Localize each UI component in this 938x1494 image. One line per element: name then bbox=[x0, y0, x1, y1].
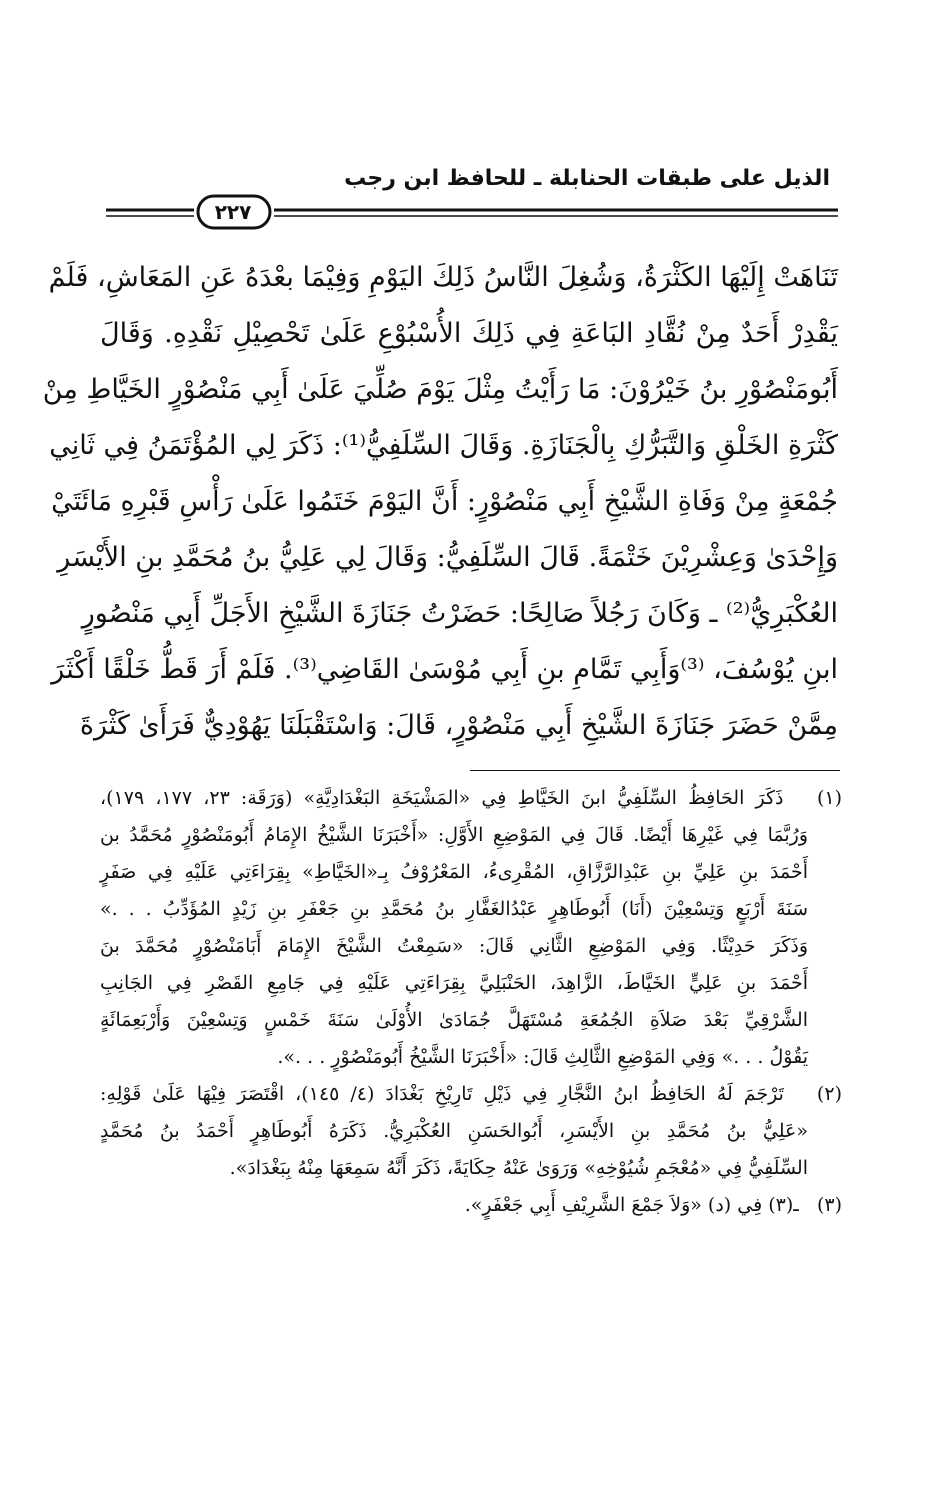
footnote-line bbox=[100, 1076, 842, 1113]
footnotes bbox=[100, 780, 842, 1224]
text-line: كَثْرَةِ الخَلْقِ وَالتَّبَرُّكِ بِالْجَنَازَةِ. وَقَالَ السِّلَفِيُّ⁽¹⁾: ذَكَرَ لِي المُؤْتَمَنُ فِي ثَانِي bbox=[49, 430, 838, 461]
footnote-line: وَذَكَرَ حَدِيْثًا. وَفِي المَوْضِعِ الثَّانِي قَالَ: «سَمِعْتُ الشَّيْخَ الإِمَامَ أَبَامَنْصُوْرٍ مُحَمَّدَ بنَ bbox=[100, 935, 808, 957]
page-number: ٢٢٧ bbox=[214, 200, 252, 224]
text-line: وَإِحْدَىٰ وَعِشْرِيْنَ خَتْمَةً. قَالَ السِّلَفِيُّ: وَقَالَ لِي عَلِيُّ بنُ مُحَمَّدِ بنِ الأَيْسَرِ bbox=[57, 542, 838, 573]
footnote-marker: (٣) bbox=[816, 1194, 842, 1216]
footnote-marker: (١) bbox=[816, 787, 843, 809]
text-line: ابنِ يُوْسُفَ، ⁽³⁾وَأَبِي تَمَّامِ بنِ أَبِي مُوْسَىٰ القَاضِي⁽³⁾. فَلَمْ أَرَ قَطُّ خَلْقًا أَكْثَرَ bbox=[51, 654, 838, 685]
footnote-1 bbox=[100, 780, 842, 1076]
text-line: تَنَاهَتْ إِلَيْهَا الكَثْرَةُ، وَشُغِلَ النَّاسُ ذَلِكَ اليَوْمِ وَفِيْمَا بعْدَهُ عَنِ المَعَاشِ، فَلَمْ bbox=[48, 262, 838, 293]
footnote-line bbox=[100, 780, 842, 817]
footnote-marker: (٢) bbox=[816, 1083, 842, 1105]
footnote-line: أَحْمَدَ بنِ عَلِيٍّ الخَيَّاطَ، الزَّاهِدَ، الحَنْبَلِيَّ بِقِرَاءَتِي عَلَيْهِ فِي جَامِعِ القَصْرِ فِي الجَانِبِ bbox=[100, 972, 808, 994]
footnote-line: «عَلِيُّ بنُ مُحَمَّدِ بنِ الأَيْسَرِ، أَبُوالحَسَنِ العُكْبَرِيُّ. ذَكَرَهُ أَبُوطَاهِرٍ أَحْمَدُ بنُ مُحَمَّدٍ bbox=[100, 1120, 808, 1142]
text-line: مِمَّنْ حَضَرَ جَنَازَةَ الشَّيْخِ أَبِي مَنْصُوْرٍ، قَالَ: وَاسْتَقْبَلَنَا يَهُوْدِيٌّ فَرَأَىٰ كَثْرَةَ bbox=[79, 710, 838, 741]
footnote-3 bbox=[100, 1187, 842, 1224]
footnote-text: تَرْجَمَ لَهُ الحَافِظُ ابنُ النَّجَّارِ فِي ذَيْلِ تَارِيْخِ بَغْدَادَ (٤/ ١٤٥)، اقْتَصَرَ فِيْهَا عَلَىٰ قَوْلِهِ: bbox=[100, 1083, 784, 1105]
footnote-line: السِّلَفِيُّ فِي «مُعْجَمِ شُيُوْخِهِ» وَرَوَىٰ عَنْهُ حِكَايَةً، ذَكَرَ أَنَّهُ سَمِعَهَا مِنْهُ بِبَغْدَادَ». bbox=[229, 1157, 808, 1179]
text-line: أَبُومَنْصُوْرِ بنُ خَيْرُوْنَ: مَا رَأَيْتُ مِثْلَ يَوْمَ صُلِّيَ عَلَىٰ أَبِي مَنْصُوْرٍ الخَيَّاطِ مِنْ bbox=[42, 374, 838, 405]
footnote-line bbox=[100, 1187, 842, 1224]
text-line: يَقْدِرْ أَحَدٌ مِنْ نُقَّادِ البَاعَةِ فِي ذَلِكَ الأُسْبُوْعِ عَلَىٰ تَحْصِيْلِ نَقْدِهِ. وَقَالَ bbox=[100, 318, 838, 349]
footnote-line: يَقُوْلُ . . .» وَفِي المَوْضِعِ الثَّالِثِ قَالَ: «أَخْبَرَنَا الشَّيْخُ أَبُومَنْصُوْرٍ . . .». bbox=[277, 1046, 808, 1068]
main-text bbox=[42, 250, 838, 754]
text-line: جُمْعَةٍ مِنْ وَفَاةِ الشَّيْخِ أَبِي مَنْصُوْرٍ: أَنَّ اليَوْمَ خَتَمُوا عَلَىٰ رَأْسِ قَبْرِهِ مَائَتَيْ bbox=[51, 486, 838, 517]
text-line: العُكْبَرِيُّ⁽²⁾ ـ وَكَانَ رَجُلاً صَالِحًا: حَضَرْتُ جَنَازَةَ الشَّيْخِ الأَجَلِّ أَبِي مَنْصُورٍ bbox=[81, 598, 838, 629]
footnote-line: الشَّرْقِيِّ بَعْدَ صَلاَةِ الجُمُعَةِ مُسْتَهَلَّ جُمَادَىٰ الأُوْلَىٰ سَنَةَ خَمْسٍ وَتِسْعِيْنَ وَأَرْبَعِمَائَةٍ bbox=[100, 1009, 808, 1031]
footnote-text: ذَكَرَ الحَافِظُ السِّلَفِيُّ ابنَ الخَيَّاطِ فِي «المَشْيَخَةِ البَغْدَادِيَّةِ» (وَرَقَة: ٢٣، ١٧٧، ١٧٩)، bbox=[100, 787, 784, 809]
footnote-2 bbox=[100, 1076, 842, 1187]
footnote-text: ـ(٣) فِي (د) «وَلاَ جَمْعَ الشَّرِيْفِ أَبِي جَعْفَرٍ». bbox=[464, 1194, 799, 1216]
footnote-line: سَنَةَ أَرْبَعٍ وَتِسْعِيْنَ (أَنَا) أَبُوطَاهِرٍ عَبْدُالغَفَّارِ بنُ مُحَمَّدِ بنِ جَعْفَرِ بنِ زَيْدٍ المُؤَدِّبُ . . .» bbox=[100, 898, 808, 920]
running-header-title: الذيل على طبقات الحنابلة ـ للحافظ ابن رجب bbox=[344, 166, 830, 191]
footnote-line: وَرُبَّمَا فِي غَيْرِهَا أَيْضًا. قَالَ فِي المَوْضِعِ الأَوَّلِ: «أَخْبَرَنَا الشَّيْخُ الإِمَامُ أَبُومَنْصُوْرٍ مُحَمَّدُ بن bbox=[100, 824, 808, 846]
footnote-line: أَحْمَدَ بنِ عَلِيِّ بنِ عَبْدِالرَّزَّاقِ، المُقْرِىءُ، المَعْرُوْفُ بِـ«الخَيَّاطِ» بِقِرَاءَتِي عَلَيْهِ فِي صَفَرٍ bbox=[100, 861, 808, 883]
footnote-separator bbox=[470, 770, 840, 771]
